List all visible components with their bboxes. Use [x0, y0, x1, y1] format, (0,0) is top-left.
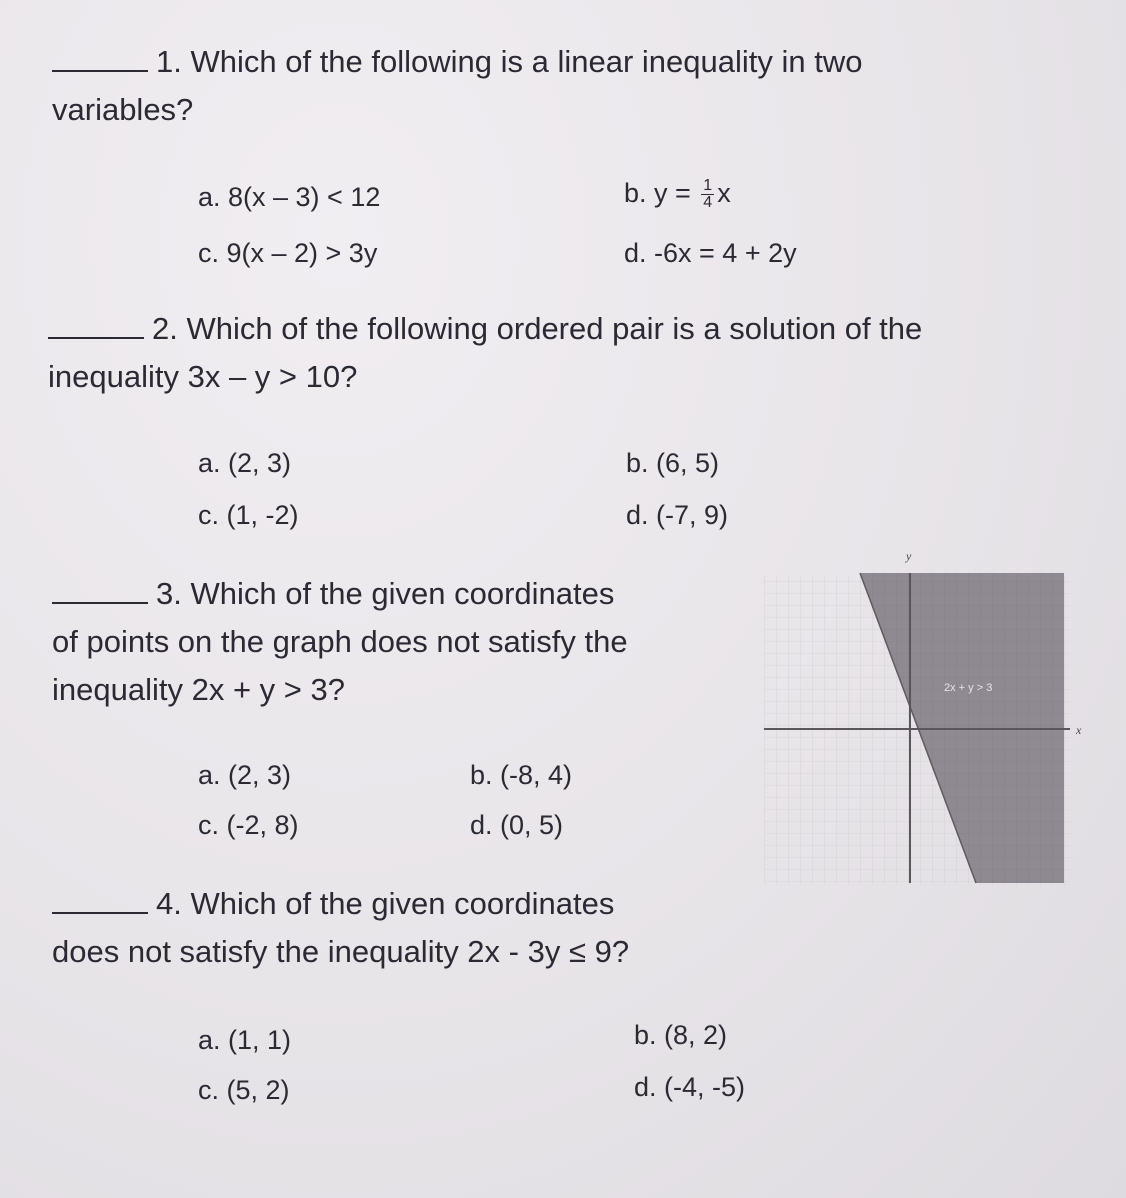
- region-label: 2x + y > 3: [944, 682, 993, 694]
- question-2: [48, 305, 922, 401]
- q3-option-b: b. (-8, 4): [470, 760, 573, 790]
- q4-option-b: b. (8, 2): [634, 1020, 728, 1050]
- q4-option-a: a. (1, 1): [198, 1025, 292, 1055]
- q3-option-c: c. (-2, 8): [198, 810, 299, 840]
- answer-blank-2[interactable]: [48, 315, 144, 339]
- q2-option-c: c. (1, -2): [198, 500, 299, 530]
- fraction: $\frac{1}{4}$: [703, 177, 713, 212]
- q2-option-d: d. (-7, 9): [626, 500, 729, 530]
- answer-blank-1[interactable]: [52, 48, 148, 72]
- q3-option-a: a. (2, 3): [198, 760, 292, 790]
- question-3: [52, 570, 628, 714]
- question-number: 2.: [152, 311, 178, 346]
- question-number: 3.: [156, 576, 182, 611]
- inequality-graph: [764, 545, 1094, 890]
- question-3-text-line2: of points on the graph does not satisfy the: [52, 624, 628, 659]
- question-1: [52, 38, 863, 134]
- q1-option-d: d. -6x = 4 + 2y: [624, 238, 797, 268]
- question-4-text-line2: does not satisfy the inequality 2x - 3y ≤ 9?: [52, 934, 630, 969]
- question-3-text-line1: 3. Which of the given coordinates: [52, 570, 628, 618]
- x-axis-label: x: [1076, 723, 1082, 737]
- question-4-text-line1: 4. Which of the given coordinates: [52, 880, 629, 928]
- graph-svg: [764, 545, 1094, 890]
- q1-option-b: b. y = $\frac{1}{4}$ x: [624, 177, 731, 212]
- question-number: 4.: [156, 886, 182, 921]
- question-1-text-line2: variables?: [52, 92, 194, 127]
- question-2-text-line1: 2. Which of the following ordered pair is a solution of the: [48, 305, 922, 353]
- answer-blank-3[interactable]: [52, 580, 148, 604]
- y-axis-label: y: [906, 549, 912, 563]
- q4-option-c: c. (5, 2): [198, 1075, 290, 1105]
- q3-option-d: d. (0, 5): [470, 810, 564, 840]
- question-1-text-line1: 1. Which of the following is a linear inequality in two: [52, 38, 863, 86]
- answer-blank-4[interactable]: [52, 890, 148, 914]
- question-2-text-line2: inequality 3x – y > 10?: [48, 359, 358, 394]
- question-number: 1.: [156, 44, 182, 79]
- question-4: [52, 880, 629, 976]
- question-3-text-line3: inequality 2x + y > 3?: [52, 672, 345, 707]
- q1-option-a: a. 8(x – 3) < 12: [198, 182, 381, 212]
- q2-option-b: b. (6, 5): [626, 448, 720, 478]
- q1-option-c: c. 9(x – 2) > 3y: [198, 238, 378, 268]
- q2-option-a: a. (2, 3): [198, 448, 292, 478]
- q4-option-d: d. (-4, -5): [634, 1072, 746, 1102]
